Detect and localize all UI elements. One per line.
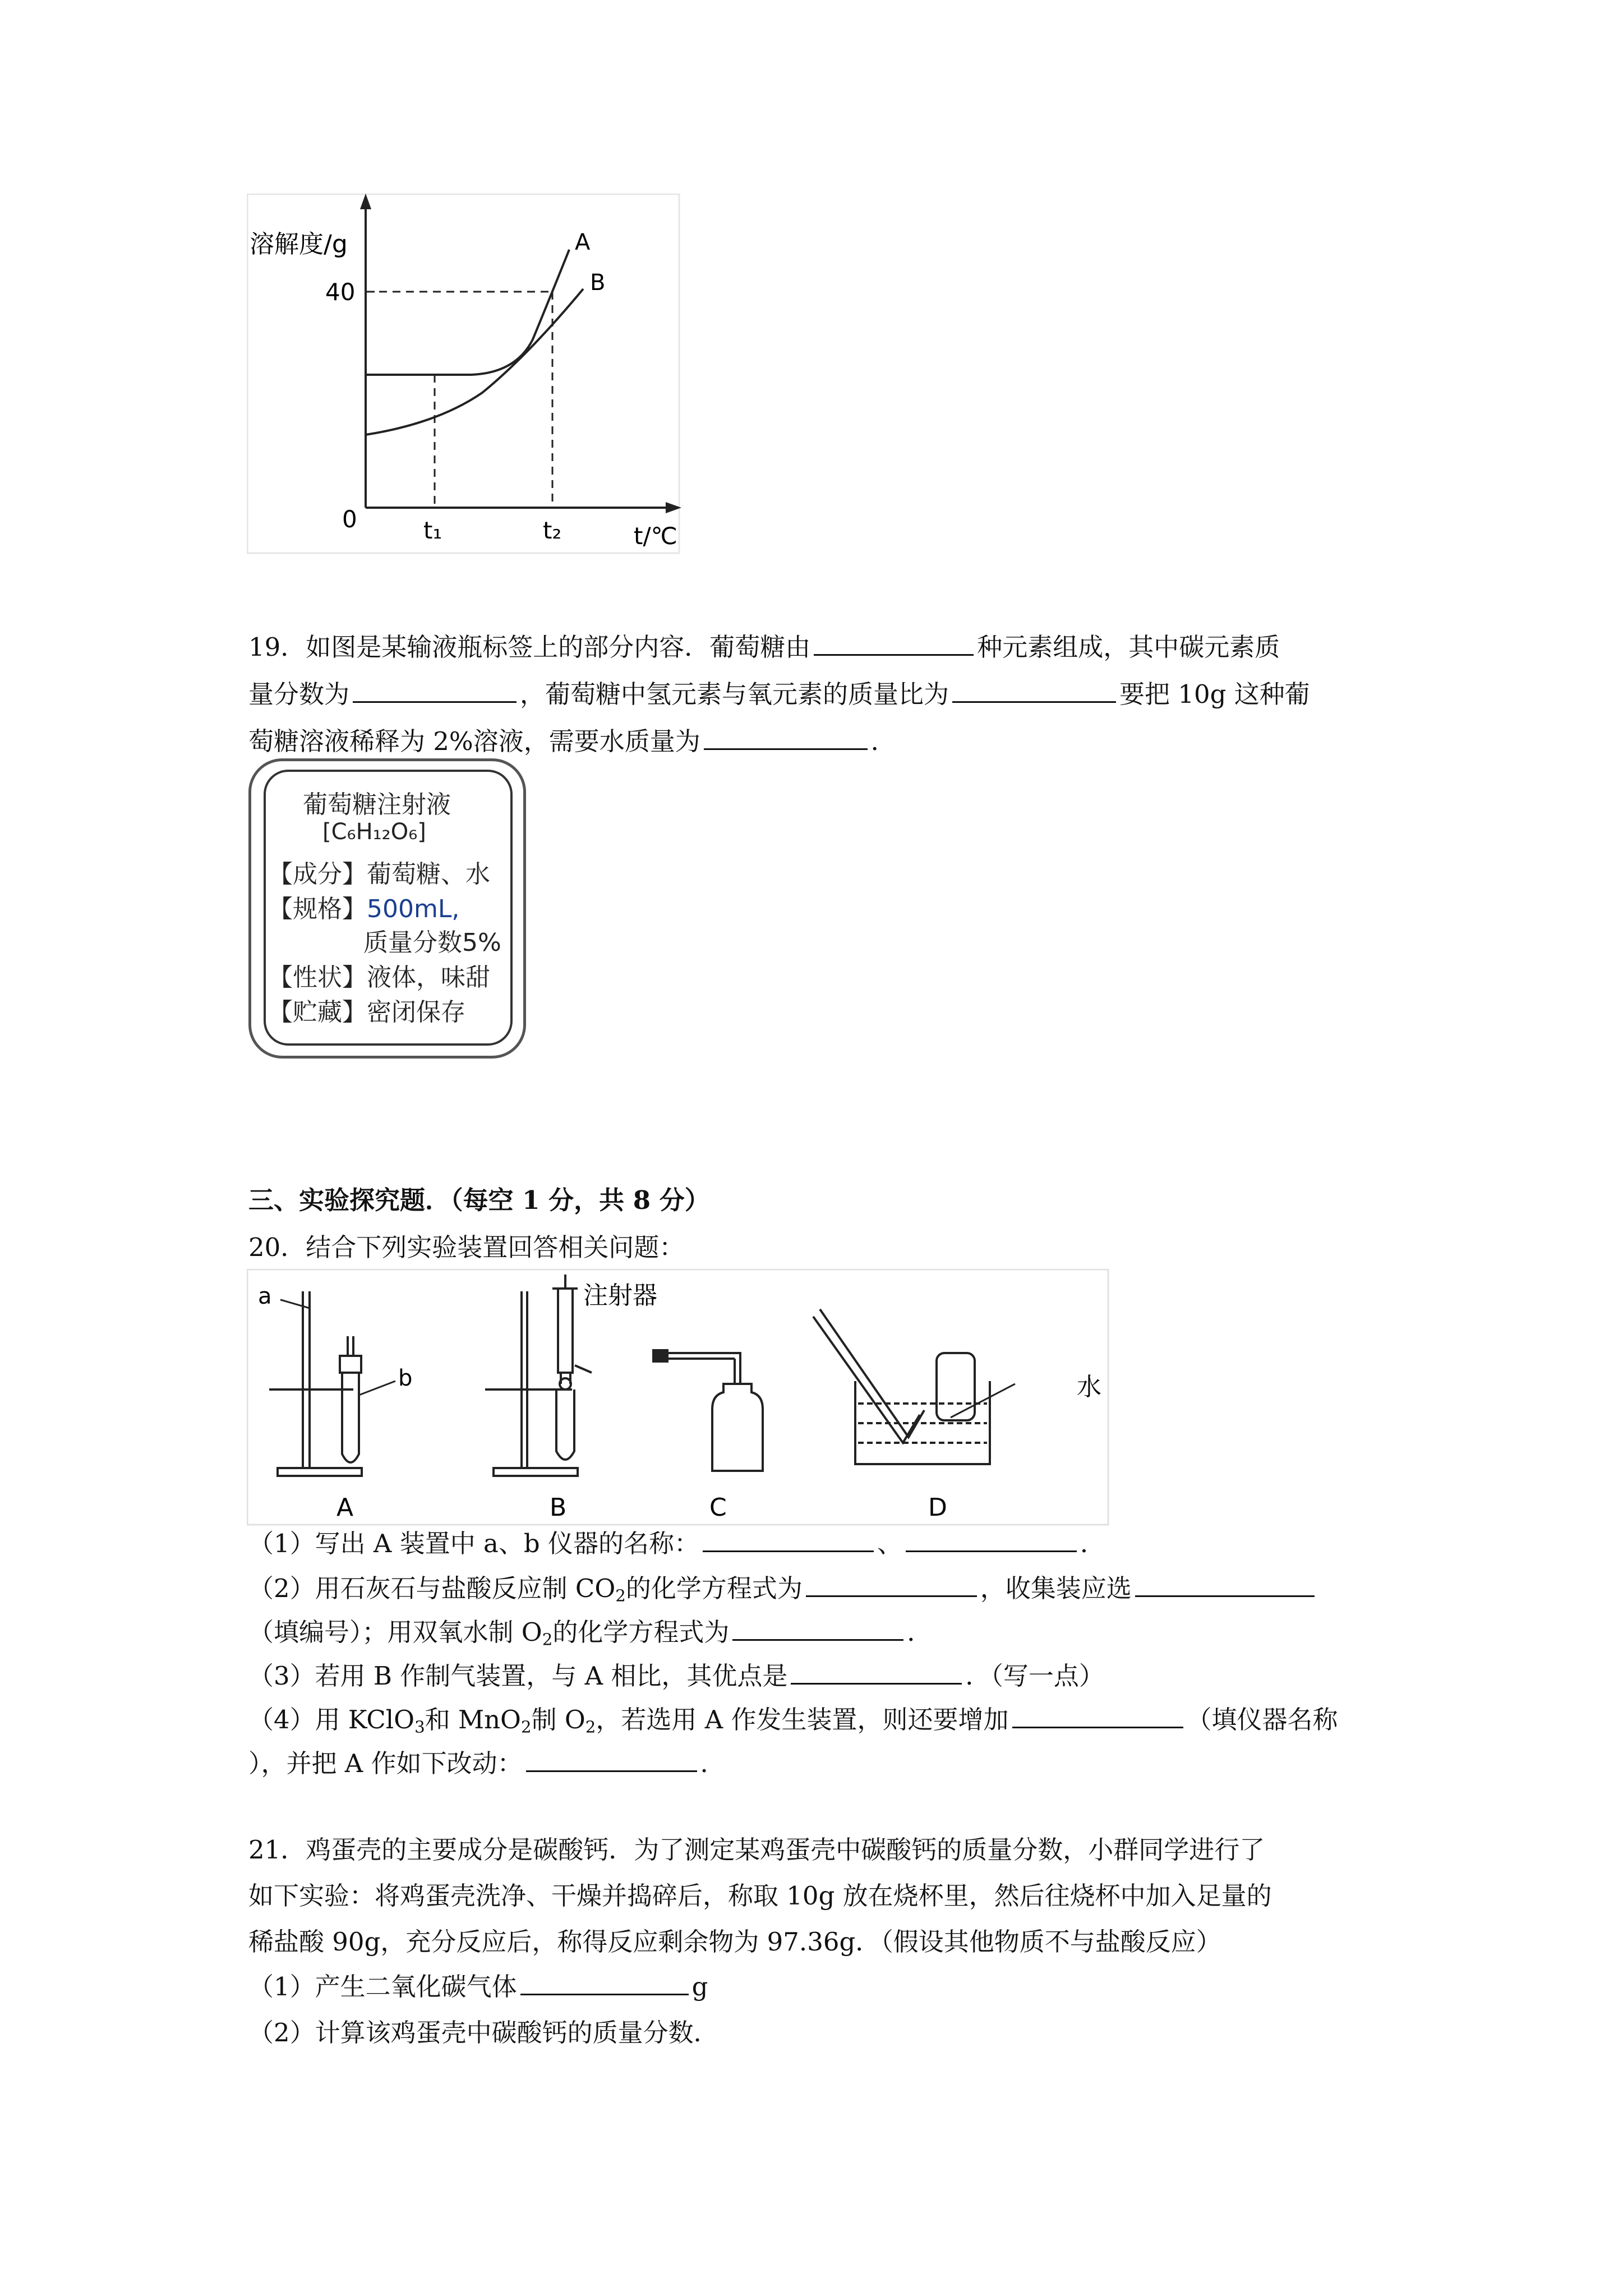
- q20-blank-instrument[interactable]: [1012, 1702, 1183, 1728]
- apparatus-A: [269, 1291, 395, 1476]
- q19-line-1: [248, 624, 1280, 671]
- q20-blank-o2-eq[interactable]: [732, 1614, 903, 1641]
- q20-blank-co2-eq[interactable]: [806, 1571, 977, 1597]
- q20-s4-sub-3: 2: [585, 1717, 596, 1737]
- q20-s3-text-2: ．（写一点）: [965, 1661, 1104, 1691]
- q20-s2-text-3: ，收集装应选: [980, 1573, 1132, 1603]
- section-3-heading: 三、实验探究题．（每空 1 分，共 8 分）: [248, 1185, 710, 1215]
- q19-blank-1[interactable]: [814, 629, 974, 656]
- label-row-storage: [268, 992, 465, 1028]
- label-row-concentration: [363, 922, 501, 958]
- q20-sub3: [248, 1653, 1104, 1700]
- q20-intro: 20．结合下列实验装置回答相关问题：: [248, 1232, 685, 1262]
- label-val-concentration: 质量分数5%: [363, 928, 501, 957]
- label-row-properties: [268, 957, 490, 993]
- x-axis-label: t/℃: [634, 522, 677, 550]
- apparatus-label-D: D: [928, 1493, 947, 1522]
- label-key-storage: 【贮藏】: [268, 998, 367, 1027]
- series-B-line: [366, 289, 583, 435]
- q19-text-7: ．: [870, 726, 896, 756]
- label-formula: [C₆H₁₂O₆]: [322, 819, 426, 845]
- label-a: a: [258, 1283, 272, 1309]
- apparatus-C: [653, 1350, 763, 1471]
- y-tick-label-40: 40: [325, 278, 356, 306]
- y-axis-label: 溶解度/g: [250, 230, 348, 259]
- q20-blank-change[interactable]: [526, 1746, 697, 1772]
- q20-s2-text-4: （填编号）；用双氧水制 O: [248, 1617, 542, 1647]
- q19-blank-3[interactable]: [952, 677, 1116, 703]
- q20-sub4-line-2: [248, 1740, 726, 1787]
- series-A-label: A: [575, 229, 591, 255]
- q20-s2-sub-2: 2: [542, 1630, 553, 1649]
- q19-text-1: 如图是某输液瓶标签上的部分内容．葡萄糖由: [306, 632, 811, 662]
- q21-line-3: 稀盐酸 90g，充分反应后，称得反应剩余物为 97.36g．（假设其他物质不与盐酸反应）: [248, 1927, 1221, 1957]
- label-key-properties: 【性状】: [268, 963, 367, 992]
- q19-blank-2[interactable]: [353, 677, 517, 703]
- label-water: 水: [1077, 1373, 1101, 1401]
- q19-blank-4[interactable]: [704, 724, 868, 750]
- q21-line-2: 如下实验：将鸡蛋壳洗净、干燥并捣碎后，称取 10g 放在烧杯里，然后往烧杯中加入足量的: [248, 1881, 1272, 1911]
- apparatus-D: [813, 1309, 1015, 1464]
- q20-s1-text-2: 、: [877, 1529, 902, 1558]
- q20-s4-text-6: ），并把 A 作如下改动：: [248, 1749, 523, 1778]
- q20-s4-text-3: 制 O: [531, 1705, 585, 1734]
- x-tick-label-t2: t₂: [543, 517, 562, 544]
- q20-s3-text-1: （3）若用 B 作制气装置，与 A 相比，其优点是: [248, 1661, 788, 1691]
- q19-line-2: [248, 671, 1310, 718]
- label-title: 葡萄糖注射液: [303, 790, 451, 819]
- label-row-ingredients: [268, 854, 490, 890]
- q20-s4-sub-1: 3: [414, 1717, 425, 1737]
- q20-s4-text-1: （4）用 KClO: [248, 1705, 415, 1734]
- q19-text-2: 种元素组成，其中碳元素质: [977, 632, 1280, 662]
- q20-blank-a[interactable]: [703, 1526, 874, 1552]
- label-val-properties: 液体，味甜: [367, 963, 490, 992]
- q19-text-3: 量分数为: [248, 679, 350, 709]
- label-key-spec: 【规格】: [268, 895, 367, 923]
- label-val-storage: 密闭保存: [367, 998, 465, 1027]
- q19-number: 19．: [248, 632, 306, 662]
- apparatus-figure: [247, 1269, 1110, 1528]
- q21-line-1: 21．鸡蛋壳的主要成分是碳酸钙．为了测定某鸡蛋壳中碳酸钙的质量分数，小群同学进行了: [248, 1835, 1265, 1865]
- q20-s4-text-5: （填仪器名称: [1186, 1705, 1338, 1734]
- q21-sub2: （2）计算该鸡蛋壳中碳酸钙的质量分数．: [248, 2018, 719, 2047]
- x-tick-label-t1: t₁: [423, 517, 442, 544]
- q20-s2-text-6: ．: [907, 1617, 933, 1647]
- y-axis-arrow: [360, 194, 371, 209]
- series-A-line: [366, 250, 569, 375]
- label-row-spec: [268, 889, 459, 924]
- q20-s4-text-4: ，若选用 A 作发生装置，则还要增加: [596, 1705, 1009, 1734]
- apparatus-label-C: C: [709, 1493, 727, 1522]
- q21-blank-co2-mass[interactable]: [520, 1969, 689, 1995]
- apparatus-label-B: B: [550, 1493, 567, 1522]
- series-B-label: B: [590, 270, 606, 296]
- q20-s2-sub-1: 2: [615, 1586, 626, 1605]
- q19-text-5: 要把 10g 这种葡: [1119, 679, 1310, 709]
- apparatus-label-A: A: [336, 1493, 354, 1522]
- q20-s1-text-3: ．: [1080, 1529, 1106, 1558]
- q20-s2-text-5: 的化学方程式为: [552, 1617, 730, 1647]
- q21-s1-text-2: g: [691, 1972, 708, 2001]
- label-val-spec: 500mL,: [367, 895, 460, 923]
- q19-text-4: ，葡萄糖中氢元素与氧元素的质量比为: [520, 679, 949, 709]
- apparatus-B: [485, 1274, 592, 1476]
- q20-blank-advantage[interactable]: [791, 1658, 962, 1685]
- label-syringe: 注射器: [583, 1281, 657, 1310]
- q20-blank-collect[interactable]: [1135, 1571, 1315, 1597]
- q19-text-6: 萄糖溶液稀释为 2%溶液，需要水质量为: [248, 726, 700, 756]
- q20-blank-b[interactable]: [906, 1526, 1077, 1552]
- origin-label: 0: [342, 505, 357, 533]
- q20-s4-text-2: 和 MnO: [425, 1705, 521, 1734]
- label-val-ingredients: 葡萄糖、水: [367, 860, 490, 889]
- q20-s1-text-1: （1）写出 A 装置中 a、b 仪器的名称：: [248, 1529, 699, 1558]
- q20-s2-text-2: 的化学方程式为: [625, 1573, 803, 1603]
- q20-s2-text-1: （2）用石灰石与盐酸反应制 CO: [248, 1573, 616, 1603]
- q20-s4-sub-2: 2: [520, 1717, 532, 1737]
- label-b: b: [398, 1365, 413, 1391]
- solubility-chart: [247, 194, 690, 558]
- q20-s4-text-7: ．: [700, 1749, 726, 1778]
- q20-sub1: [248, 1520, 1105, 1567]
- label-key-ingredients: 【成分】: [268, 860, 367, 889]
- q21-s1-text-1: （1）产生二氧化碳气体: [248, 1972, 517, 2001]
- q21-sub1: [248, 1963, 708, 2010]
